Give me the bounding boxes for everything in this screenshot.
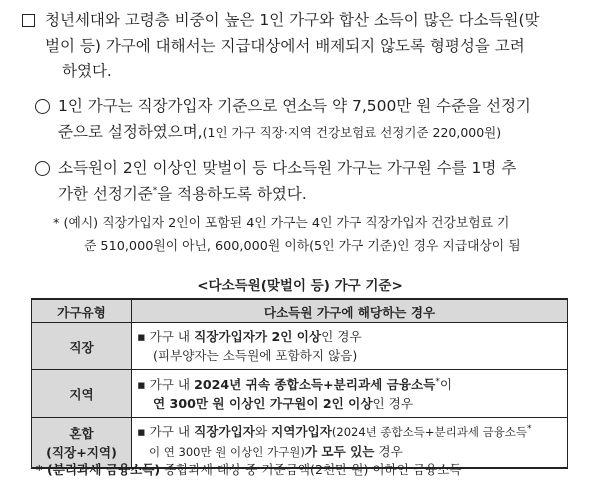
text-bold: 직장가입자 xyxy=(194,424,255,440)
text-bold: 직장가입자가 2인 이상 xyxy=(194,329,322,344)
example-line-1: * (예시) 직장가입자 2인이 포함된 4인 가구는 4인 가구 직장가입자 건강보험료 기 xyxy=(53,216,510,231)
row-type-mixed-line1: 혼합 xyxy=(69,426,94,442)
footnote-text: 종합과세 대상 중 기준금액(2천만 원) 이하인 금융소득 xyxy=(160,462,462,477)
circle-bullet-icon xyxy=(35,99,50,114)
section-line-3: 하였다. xyxy=(62,62,112,80)
row-desc-line xyxy=(137,422,561,442)
text: 가구 내 xyxy=(149,329,195,344)
section-line-1: 청년세대와 고령층 비중이 높은 1인 가구와 합산 소득이 많은 다소득원(맞 xyxy=(45,11,540,29)
bullet-icon: ▪ xyxy=(137,376,146,392)
section-line-2: 벌이 등) 가구에 대해서는 지급대상에서 배제되지 않도록 형평성을 고려 xyxy=(45,37,525,55)
text: 인 경우 xyxy=(372,395,414,411)
circle-bullet-icon xyxy=(35,161,50,176)
text: 와 xyxy=(254,424,272,440)
table-row xyxy=(32,323,568,370)
text-small: 이 연 300만 원 이상인 가구원) xyxy=(149,445,305,460)
footnote-label: * (분리과세 금융소득) xyxy=(36,462,161,477)
text-bold: 연 300만 원 이상인 가구원이 2인 이상 xyxy=(153,395,373,411)
row-type-mixed-line2: (직장+지역) xyxy=(46,445,117,461)
row-desc xyxy=(132,370,568,418)
item2-line-2 xyxy=(58,182,307,207)
item1-line-2 xyxy=(58,120,501,145)
item1-line-2-small: (1인 가구 직장·지역 건강보험료 선정기준 220,000원) xyxy=(202,125,502,140)
item2-line-2-a: 가한 선정기준 xyxy=(58,185,153,203)
table-header-type: 가구유형 xyxy=(32,299,132,323)
item2-line-2-b: 을 적용하도록 하였다. xyxy=(157,185,307,203)
example-line-2: 준 510,000원이 아닌, 600,000원 이하(5인 가구 기준)인 경우 지급대상이 됨 xyxy=(84,239,521,254)
table-header-row xyxy=(32,299,568,323)
text-bold: 가 모두 있는 xyxy=(304,444,375,460)
text: 이 xyxy=(439,376,452,392)
bullet-icon: ▪ xyxy=(137,329,146,344)
row-desc-line xyxy=(137,327,561,346)
text-bold: 2024년 귀속 종합소득+분리과세 금융소득 xyxy=(194,376,436,392)
row-desc xyxy=(132,323,568,370)
text: 인 경우 xyxy=(321,329,362,344)
row-desc-line: (피부양자는 소득원에 포함하지 않음) xyxy=(153,348,358,363)
criteria-table xyxy=(31,298,568,469)
text-bold: 지역가입자 xyxy=(271,424,332,440)
table-row xyxy=(32,370,568,418)
item1-line-2-main: 준으로 설정하였으며, xyxy=(58,123,203,141)
row-type-workplace: 직장 xyxy=(32,323,132,370)
table-header-condition: 다소득원 가구에 해당하는 경우 xyxy=(132,299,568,323)
text: 경우 xyxy=(374,444,403,460)
footnote xyxy=(36,459,462,478)
footnote-marker: * xyxy=(527,424,532,435)
square-bullet-icon xyxy=(22,14,35,27)
row-type-regional: 지역 xyxy=(32,370,132,418)
footnote-marker: * xyxy=(435,376,440,387)
text: 가구 내 xyxy=(149,424,195,440)
row-desc-line xyxy=(137,375,561,394)
footnote-marker: * xyxy=(152,185,158,196)
row-desc-line xyxy=(137,394,561,413)
bullet-icon: ▪ xyxy=(137,424,146,440)
text-small: (2024년 종합소득+분리과세 금융소득 xyxy=(331,425,528,440)
item2-line-1: 소득원이 2인 이상인 맞벌이 등 다소득원 가구는 가구원 수를 1명 추 xyxy=(58,159,517,177)
text: 가구 내 xyxy=(149,376,195,392)
table-title: <다소득원(맞벌이 등) 가구 기준> xyxy=(197,278,403,294)
item1-line-1: 1인 가구는 직장가입자 기준으로 연소득 약 7,500만 원 수준을 선정기 xyxy=(58,97,531,115)
